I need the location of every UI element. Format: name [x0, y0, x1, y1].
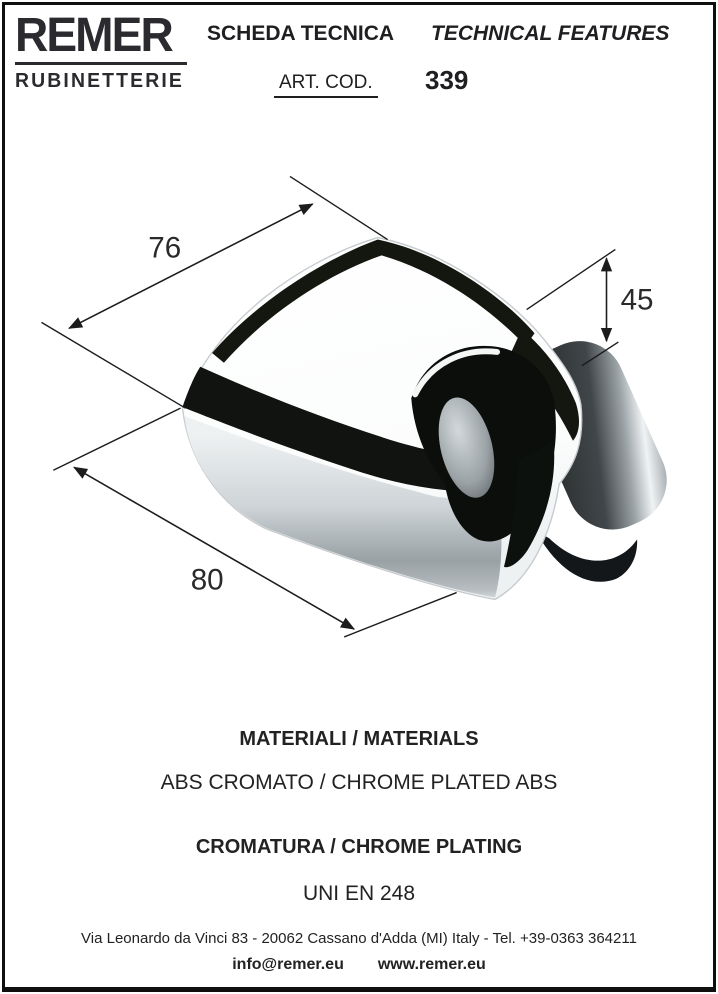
dim-width-label: 76	[148, 231, 182, 265]
footer-email: info@remer.eu	[232, 956, 344, 973]
plating-value: UNI EN 248	[302, 882, 416, 905]
logo-rule	[15, 62, 187, 65]
plating-heading: CROMATURA / CHROME PLATING	[195, 836, 523, 858]
materials-heading: MATERIALI / MATERIALS	[239, 728, 479, 750]
doc-title-english: TECHNICAL FEATURES	[431, 22, 670, 45]
footer-website: www.remer.eu	[377, 956, 486, 973]
logo-subtitle: RUBINETTERIE	[15, 70, 184, 92]
extension-line	[53, 408, 180, 470]
extension-line	[344, 593, 456, 637]
footer-contacts	[5, 956, 713, 974]
materials-value: ABS CROMATO / CHROME PLATED ABS	[160, 771, 558, 794]
extension-line	[41, 322, 185, 408]
page-border	[2, 2, 716, 992]
extension-line	[527, 249, 616, 309]
article-code-value: 339	[425, 65, 469, 95]
dim-depth-label: 80	[190, 563, 224, 597]
logo-wordmark: REMER	[15, 9, 172, 62]
logo	[15, 11, 189, 93]
dim-height-label: 45	[620, 283, 654, 317]
technical-drawing	[5, 140, 713, 700]
flange-bottom-shadow	[536, 530, 638, 581]
footer-address: Via Leonardo da Vinci 83 - 20062 Cassano d'Adda (MI) Italy - Tel. +39-0363 364211	[81, 930, 637, 947]
doc-title-italian: SCHEDA TECNICA	[207, 22, 395, 45]
article-code-label: ART. COD.	[274, 72, 378, 98]
